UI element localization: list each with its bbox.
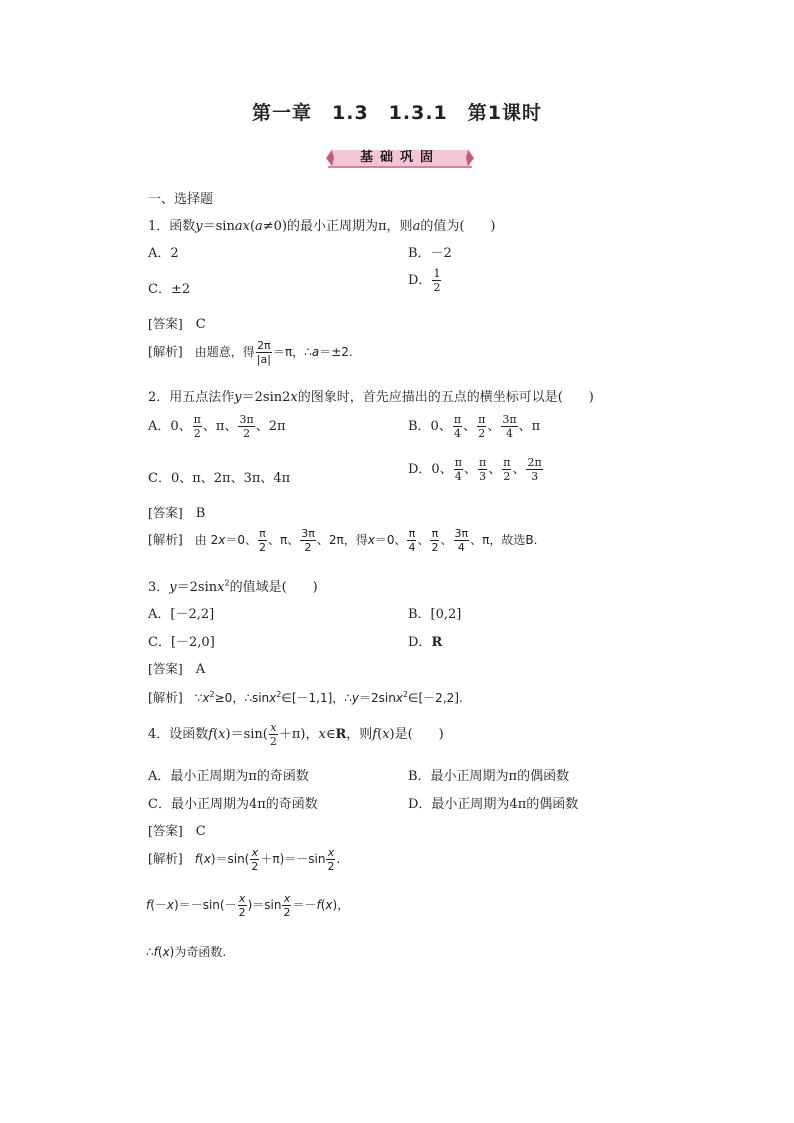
question-4-option-d: D．最小正周期为4π的偶函数 bbox=[408, 797, 579, 812]
question-3-stem: 3．y＝2sinx$^2$的值域是( ) bbox=[148, 578, 318, 595]
question-3-option-a: A．[－2,2] bbox=[148, 607, 215, 622]
question-2-option-b: B．0、 $\frac{\pi}{4}$ 、 $\frac{\pi}{2}$ 、 $\frac{3\pi}{4}$ 、π bbox=[408, 413, 541, 440]
question-2-explanation: [解析] 由 2x＝0、 $\frac{\pi}{2}$ 、π、 $\frac{3\pi}{2}$ 、2π，得x＝0、 $\frac{\pi}{4}$ 、 $\frac{\pi}{2}$ 、 $\frac{3\pi}{4}$ 、π，故选B. bbox=[148, 527, 538, 554]
question-1-stem: 1．函数y＝sinax(a≠0)的最小正周期为π，则a的值为( ) bbox=[148, 219, 496, 234]
question-1-option-d: D． $\frac{1}{2}$ bbox=[408, 267, 441, 294]
question-4-explanation-line-2: f(－x)＝－sin(－ $\frac{x}{2}$ )＝sin $\frac{x}{2}$ ＝－f(x)， bbox=[146, 892, 350, 919]
page-title: 第一章 1.3 1.3.1 第1课时 bbox=[252, 102, 542, 124]
question-2-answer: [答案] B bbox=[148, 505, 206, 521]
question-2-option-c: C．0、π、2π、3π、4π bbox=[148, 471, 291, 486]
question-4-explanation-line-3: ∴f(x)为奇函数. bbox=[146, 945, 227, 959]
question-3-explanation: [解析] $\because x^2\ge 0$，∴sinx$^2$∈[－1,1]，∴y＝2sinx$^2$∈[－2,2]. bbox=[148, 690, 463, 705]
question-1-explanation: [解析] 由题意，得 $\frac{2\pi}{|a|}$ ＝π，∴a＝±2. bbox=[148, 339, 353, 366]
question-3-option-b: B．[0,2] bbox=[408, 607, 462, 622]
question-4-answer: [答案] C bbox=[148, 823, 206, 839]
question-4-option-a: A．最小正周期为π的奇函数 bbox=[148, 769, 309, 784]
question-2-option-a: A．0、 $\frac{\pi}{2}$ 、π、 $\frac{3\pi}{2}$ 、2π bbox=[148, 413, 286, 440]
question-4-option-c: C．最小正周期为4π的奇函数 bbox=[148, 797, 318, 812]
question-2-stem: 2．用五点法作y＝2sin2x的图象时，首先应描出的五点的横坐标可以是( ) bbox=[148, 390, 594, 405]
section-banner bbox=[326, 148, 474, 168]
question-3-option-c: C．[－2,0] bbox=[148, 635, 215, 650]
question-1-option-c: C．±2 bbox=[148, 282, 191, 297]
question-1-option-a: A．2 bbox=[148, 246, 179, 261]
question-4-explanation-line-1: [解析] f(x)＝sin( $\frac{x}{2}$ ＋π)＝－sin $\frac{x}{2}$ . bbox=[148, 846, 341, 873]
question-4-option-b: B．最小正周期为π的偶函数 bbox=[408, 769, 570, 784]
question-1-answer: [答案] C bbox=[148, 316, 206, 332]
question-3-option-d: D．R bbox=[408, 635, 443, 650]
banner-label: 基础巩固 bbox=[359, 150, 440, 165]
question-4-stem: 4．设函数f(x)＝sin( $\frac{x}{2}$ ＋π)，x∈R，则f(x)是( ) bbox=[148, 721, 444, 748]
question-1-option-b: B．－2 bbox=[408, 246, 452, 261]
question-3-answer: [答案] A bbox=[148, 661, 206, 677]
question-2-option-d: D．0、 $\frac{\pi}{4}$ 、 $\frac{\pi}{3}$ 、 $\frac{\pi}{2}$ 、 $\frac{2\pi}{3}$ bbox=[408, 456, 542, 483]
section-heading: 一、选择题 bbox=[148, 192, 214, 207]
